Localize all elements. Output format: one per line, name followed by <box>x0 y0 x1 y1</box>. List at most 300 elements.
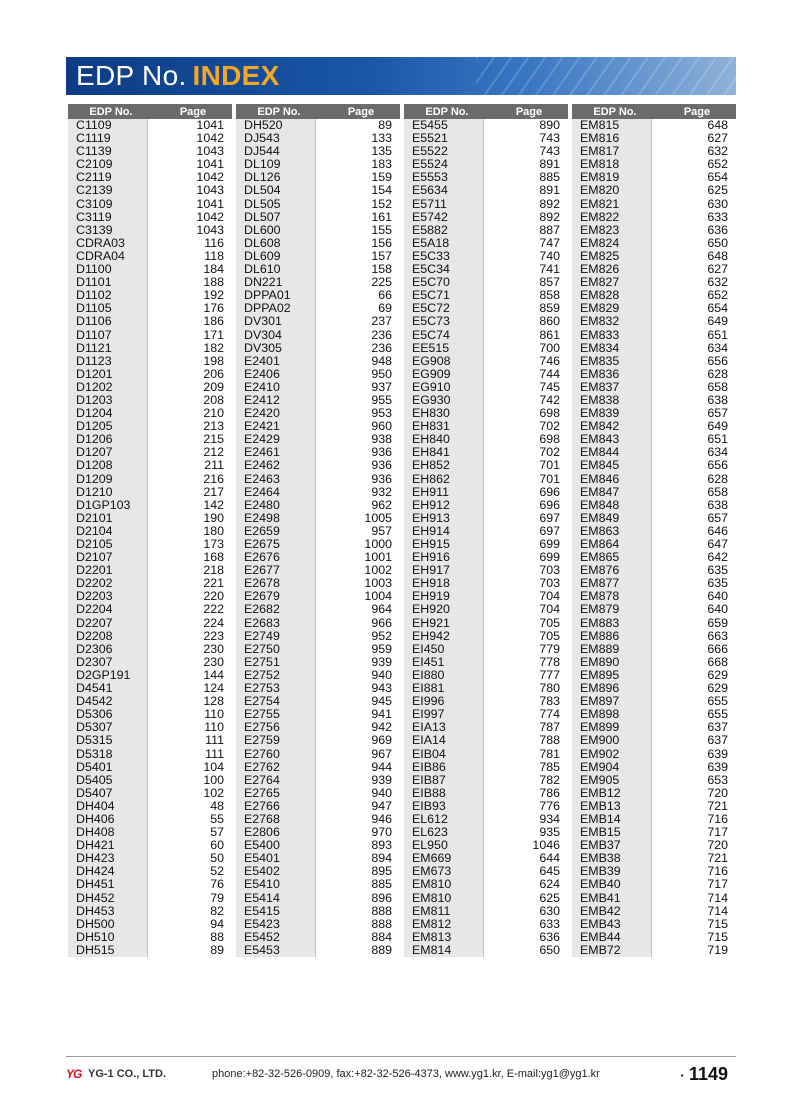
edp-code: E5C70 <box>404 276 484 289</box>
edp-code: EM883 <box>572 617 652 630</box>
page-ref: 717 <box>652 826 736 839</box>
table-row <box>404 473 568 486</box>
page-ref: 111 <box>148 734 232 747</box>
page-ref: 663 <box>652 630 736 643</box>
page-ref: 885 <box>484 171 568 184</box>
edp-code: EI996 <box>404 695 484 708</box>
edp-code: C3119 <box>68 211 148 224</box>
table-row <box>236 381 400 394</box>
edp-code: D4541 <box>68 682 148 695</box>
edp-code: EH918 <box>404 577 484 590</box>
edp-code: EM673 <box>404 865 484 878</box>
edp-code: E2682 <box>236 603 316 616</box>
table-row <box>236 329 400 342</box>
edp-code: EH915 <box>404 538 484 551</box>
edp-code: EG908 <box>404 355 484 368</box>
table-row <box>404 355 568 368</box>
page-ref: 783 <box>484 695 568 708</box>
edp-code: E2462 <box>236 459 316 472</box>
table-row <box>404 931 568 944</box>
edp-code: D5318 <box>68 748 148 761</box>
table-row <box>68 643 232 656</box>
page-ref: 1004 <box>316 590 400 603</box>
page-ref: 637 <box>652 721 736 734</box>
page-ref: 625 <box>652 184 736 197</box>
edp-code: EM844 <box>572 446 652 459</box>
header-page: Page <box>515 105 543 118</box>
edp-code: EMB42 <box>572 905 652 918</box>
page-ref: 638 <box>652 394 736 407</box>
table-row <box>404 918 568 931</box>
index-column <box>404 104 568 957</box>
page-ref: 888 <box>316 905 400 918</box>
page-ref: 937 <box>316 381 400 394</box>
edp-code: E5524 <box>404 158 484 171</box>
page-ref: 206 <box>148 368 232 381</box>
table-row <box>68 184 232 197</box>
table-row <box>404 381 568 394</box>
table-row <box>68 748 232 761</box>
edp-code: EL623 <box>404 826 484 839</box>
edp-code: DH510 <box>68 931 148 944</box>
edp-code: EM879 <box>572 603 652 616</box>
table-row <box>404 184 568 197</box>
page-ref: 124 <box>148 682 232 695</box>
edp-code: E5522 <box>404 145 484 158</box>
edp-code: D5307 <box>68 721 148 734</box>
table-row <box>68 931 232 944</box>
edp-code: E5401 <box>236 852 316 865</box>
column-header <box>68 104 232 119</box>
edp-code: DL507 <box>236 211 316 224</box>
page-ref: 639 <box>652 761 736 774</box>
edp-code: EH912 <box>404 499 484 512</box>
page-ref: 642 <box>652 551 736 564</box>
table-row <box>572 931 736 944</box>
edp-code: DH452 <box>68 892 148 905</box>
edp-code: EL950 <box>404 839 484 852</box>
page-ref: 955 <box>316 394 400 407</box>
title-plain: EDP No. <box>76 60 187 91</box>
page-ref: 892 <box>484 198 568 211</box>
edp-code: EMB39 <box>572 865 652 878</box>
edp-code: EM847 <box>572 486 652 499</box>
page-ref: 891 <box>484 158 568 171</box>
table-row <box>404 512 568 525</box>
table-row <box>404 198 568 211</box>
table-row <box>68 918 232 931</box>
page-ref: 966 <box>316 617 400 630</box>
header-page: Page <box>179 105 207 118</box>
edp-code: EIB88 <box>404 787 484 800</box>
page-ref: 171 <box>148 329 232 342</box>
page-ref: 896 <box>316 892 400 905</box>
edp-code: E2753 <box>236 682 316 695</box>
edp-code: E2675 <box>236 538 316 551</box>
edp-code: EMB38 <box>572 852 652 865</box>
edp-code: D1208 <box>68 459 148 472</box>
table-row <box>68 355 232 368</box>
page-ref: 48 <box>148 800 232 813</box>
page-ref: 776 <box>484 800 568 813</box>
edp-code: E5A18 <box>404 237 484 250</box>
page-ref: 944 <box>316 761 400 774</box>
edp-code: EH841 <box>404 446 484 459</box>
edp-code: D2107 <box>68 551 148 564</box>
page-ref: 655 <box>652 708 736 721</box>
edp-code: EM823 <box>572 224 652 237</box>
page-ref: 940 <box>316 787 400 800</box>
edp-code: EL612 <box>404 813 484 826</box>
edp-code: DJ543 <box>236 132 316 145</box>
page-ref: 629 <box>652 669 736 682</box>
table-row <box>236 892 400 905</box>
page-ref: 636 <box>484 931 568 944</box>
edp-code: E2755 <box>236 708 316 721</box>
page-ref: 161 <box>316 211 400 224</box>
table-row <box>404 905 568 918</box>
edp-code: E2421 <box>236 420 316 433</box>
edp-code: EI997 <box>404 708 484 721</box>
page-ref: 655 <box>652 695 736 708</box>
page-ref: 857 <box>484 276 568 289</box>
edp-code: EM845 <box>572 459 652 472</box>
edp-code: DL504 <box>236 184 316 197</box>
edp-code: EM827 <box>572 276 652 289</box>
table-row <box>404 774 568 787</box>
edp-code: E5453 <box>236 944 316 957</box>
edp-code: E2760 <box>236 748 316 761</box>
page-ref: 893 <box>316 839 400 852</box>
table-row <box>68 839 232 852</box>
page-ref: 89 <box>148 944 232 957</box>
table-row <box>404 630 568 643</box>
table-row <box>236 499 400 512</box>
page-ref: 224 <box>148 617 232 630</box>
page-ref: 640 <box>652 590 736 603</box>
table-row <box>68 603 232 616</box>
page-ref: 885 <box>316 878 400 891</box>
page-ref: 702 <box>484 446 568 459</box>
page-ref: 209 <box>148 381 232 394</box>
page-ref: 659 <box>652 617 736 630</box>
edp-code: EM826 <box>572 263 652 276</box>
table-row <box>572 892 736 905</box>
page-ref: 652 <box>652 289 736 302</box>
table-row <box>404 459 568 472</box>
edp-code: E2756 <box>236 721 316 734</box>
edp-code: EM818 <box>572 158 652 171</box>
edp-code: E5553 <box>404 171 484 184</box>
edp-code: EIB87 <box>404 774 484 787</box>
page-ref: 884 <box>316 931 400 944</box>
edp-code: E2806 <box>236 826 316 839</box>
page-ref: 217 <box>148 486 232 499</box>
page-ref: 184 <box>148 263 232 276</box>
company-name: YG-1 CO., LTD. <box>88 1068 167 1080</box>
page-ref: 698 <box>484 407 568 420</box>
page-ref: 721 <box>652 800 736 813</box>
page-ref: 889 <box>316 944 400 957</box>
edp-code: EIB04 <box>404 748 484 761</box>
edp-code: EH917 <box>404 564 484 577</box>
page-ref: 936 <box>316 473 400 486</box>
edp-code: EM819 <box>572 171 652 184</box>
page-ref: 859 <box>484 302 568 315</box>
edp-code: EM824 <box>572 237 652 250</box>
edp-code: EM846 <box>572 473 652 486</box>
edp-code: E5634 <box>404 184 484 197</box>
table-row <box>572 198 736 211</box>
edp-code: EM898 <box>572 708 652 721</box>
table-row <box>68 826 232 839</box>
edp-code: EMB40 <box>572 878 652 891</box>
edp-code: E2677 <box>236 564 316 577</box>
edp-code: EM876 <box>572 564 652 577</box>
table-row <box>236 617 400 630</box>
edp-code: EH831 <box>404 420 484 433</box>
table-row <box>68 813 232 826</box>
page-ref: 627 <box>652 132 736 145</box>
edp-code: D1206 <box>68 433 148 446</box>
page-ref: 60 <box>148 839 232 852</box>
page-ref: 716 <box>652 865 736 878</box>
page-ref: 779 <box>484 643 568 656</box>
page-ref: 953 <box>316 407 400 420</box>
page-ref: 719 <box>652 944 736 957</box>
page-ref: 860 <box>484 315 568 328</box>
table-row <box>68 800 232 813</box>
page-ref: 888 <box>316 918 400 931</box>
page-ref: 786 <box>484 787 568 800</box>
edp-code: EM821 <box>572 198 652 211</box>
table-row <box>236 931 400 944</box>
page-ref: 745 <box>484 381 568 394</box>
page-ref: 186 <box>148 315 232 328</box>
edp-code: D5405 <box>68 774 148 787</box>
banner-decoration <box>476 57 736 95</box>
table-row <box>68 224 232 237</box>
page-ref: 714 <box>652 905 736 918</box>
page-ref: 198 <box>148 355 232 368</box>
page-ref: 628 <box>652 473 736 486</box>
page-ref: 110 <box>148 708 232 721</box>
edp-code: D1210 <box>68 486 148 499</box>
page-ref: 939 <box>316 774 400 787</box>
page-ref: 744 <box>484 368 568 381</box>
page-ref: 646 <box>652 525 736 538</box>
page-ref: 236 <box>316 329 400 342</box>
page-ref: 941 <box>316 708 400 721</box>
page-ref: 861 <box>484 329 568 342</box>
table-row <box>68 237 232 250</box>
edp-code: D2201 <box>68 564 148 577</box>
page-ref: 188 <box>148 276 232 289</box>
edp-code: EMB44 <box>572 931 652 944</box>
page-ref: 778 <box>484 656 568 669</box>
edp-code: E2754 <box>236 695 316 708</box>
page-ref: 940 <box>316 669 400 682</box>
table-row <box>236 643 400 656</box>
page-ref: 964 <box>316 603 400 616</box>
edp-code: E5C71 <box>404 289 484 302</box>
company-logo-icon: YG <box>66 1067 82 1081</box>
edp-code: E5455 <box>404 119 484 132</box>
edp-code: E5423 <box>236 918 316 931</box>
page-ref: 945 <box>316 695 400 708</box>
table-row <box>404 892 568 905</box>
table-row <box>68 211 232 224</box>
page-ref: 1043 <box>148 145 232 158</box>
page-ref: 154 <box>316 184 400 197</box>
title-bold: INDEX <box>192 60 280 91</box>
page-ref: 102 <box>148 787 232 800</box>
table-row <box>404 486 568 499</box>
page-ref: 653 <box>652 774 736 787</box>
edp-code: EH919 <box>404 590 484 603</box>
edp-code: EM843 <box>572 433 652 446</box>
page-ref: 717 <box>652 878 736 891</box>
page-ref: 787 <box>484 721 568 734</box>
edp-code: D2104 <box>68 525 148 538</box>
watermark-stamp <box>582 948 672 1008</box>
edp-code: EM820 <box>572 184 652 197</box>
page-ref: 697 <box>484 512 568 525</box>
table-row <box>572 905 736 918</box>
page-ref: 654 <box>652 171 736 184</box>
edp-code: D5306 <box>68 708 148 721</box>
page-ref: 173 <box>148 538 232 551</box>
page-ref: 781 <box>484 748 568 761</box>
page-ref: 57 <box>148 826 232 839</box>
edp-code: EM890 <box>572 656 652 669</box>
table-row <box>572 368 736 381</box>
edp-code: D2208 <box>68 630 148 643</box>
table-row <box>404 761 568 774</box>
edp-code: EM669 <box>404 852 484 865</box>
table-row <box>236 486 400 499</box>
page-ref: 666 <box>652 643 736 656</box>
page-ref: 696 <box>484 486 568 499</box>
page-ref: 192 <box>148 289 232 302</box>
edp-code: EM810 <box>404 878 484 891</box>
edp-code: EG910 <box>404 381 484 394</box>
edp-code: E2752 <box>236 669 316 682</box>
edp-code: EH920 <box>404 603 484 616</box>
page-ref: 703 <box>484 564 568 577</box>
edp-code: D1123 <box>68 355 148 368</box>
page-ref: 970 <box>316 826 400 839</box>
edp-code: EMB72 <box>572 944 652 957</box>
edp-code: D1204 <box>68 407 148 420</box>
page-ref: 936 <box>316 459 400 472</box>
page-ref: 700 <box>484 342 568 355</box>
edp-code: D1202 <box>68 381 148 394</box>
page-ref: 782 <box>484 774 568 787</box>
page-ref: 967 <box>316 748 400 761</box>
edp-code: D1107 <box>68 329 148 342</box>
edp-code: EM896 <box>572 682 652 695</box>
edp-code: C1139 <box>68 145 148 158</box>
table-row <box>404 603 568 616</box>
edp-code: EM838 <box>572 394 652 407</box>
page-ref: 962 <box>316 499 400 512</box>
edp-code: EIB86 <box>404 761 484 774</box>
page-ref: 936 <box>316 446 400 459</box>
page-ref: 657 <box>652 512 736 525</box>
table-row <box>404 800 568 813</box>
edp-code: E2412 <box>236 394 316 407</box>
page-ref: 210 <box>148 407 232 420</box>
edp-code: D2GP191 <box>68 669 148 682</box>
page-ref: 1043 <box>148 184 232 197</box>
page-ref: 104 <box>148 761 232 774</box>
contact-info: phone:+82-32-526-0909, fax:+82-32-526-4373, www.yg1.kr, E-mail:yg1@yg1.kr <box>212 1068 600 1080</box>
table-row <box>236 355 400 368</box>
table-row <box>236 315 400 328</box>
edp-code: D2101 <box>68 512 148 525</box>
page-ref: 627 <box>652 263 736 276</box>
table-row <box>68 459 232 472</box>
edp-code: E2464 <box>236 486 316 499</box>
page-ref: 969 <box>316 734 400 747</box>
table-row <box>572 734 736 747</box>
edp-code: DH451 <box>68 878 148 891</box>
edp-code: E2463 <box>236 473 316 486</box>
edp-code: D2202 <box>68 577 148 590</box>
page-ref: 155 <box>316 224 400 237</box>
edp-code: E5521 <box>404 132 484 145</box>
page-ref: 1041 <box>148 198 232 211</box>
page-ref: 946 <box>316 813 400 826</box>
page-ref: 957 <box>316 525 400 538</box>
page-ref: 714 <box>652 892 736 905</box>
page-ref: 625 <box>484 892 568 905</box>
edp-code: E5400 <box>236 839 316 852</box>
edp-code: EH852 <box>404 459 484 472</box>
table-row <box>236 224 400 237</box>
page-ref: 658 <box>652 486 736 499</box>
page-ref: 942 <box>316 721 400 734</box>
page-ref: 654 <box>652 302 736 315</box>
page-ref: 635 <box>652 564 736 577</box>
page-ref: 934 <box>484 813 568 826</box>
edp-code: E2749 <box>236 630 316 643</box>
page-ref: 656 <box>652 355 736 368</box>
edp-code: EM836 <box>572 368 652 381</box>
page-ref: 180 <box>148 525 232 538</box>
table-row <box>404 342 568 355</box>
table-row <box>236 630 400 643</box>
edp-code: EM900 <box>572 734 652 747</box>
table-row <box>236 748 400 761</box>
page-ref: 640 <box>652 603 736 616</box>
footer-divider <box>66 1056 736 1057</box>
table-row <box>404 787 568 800</box>
table-row <box>236 734 400 747</box>
edp-code: EM837 <box>572 381 652 394</box>
table-row <box>572 355 736 368</box>
edp-code: E5C34 <box>404 263 484 276</box>
page-ref: 644 <box>484 852 568 865</box>
edp-code: DH520 <box>236 119 316 132</box>
edp-code: E2759 <box>236 734 316 747</box>
edp-code: D1201 <box>68 368 148 381</box>
page-ref: 168 <box>148 551 232 564</box>
edp-code: E2410 <box>236 381 316 394</box>
edp-code: EH913 <box>404 512 484 525</box>
page-ref: 218 <box>148 564 232 577</box>
